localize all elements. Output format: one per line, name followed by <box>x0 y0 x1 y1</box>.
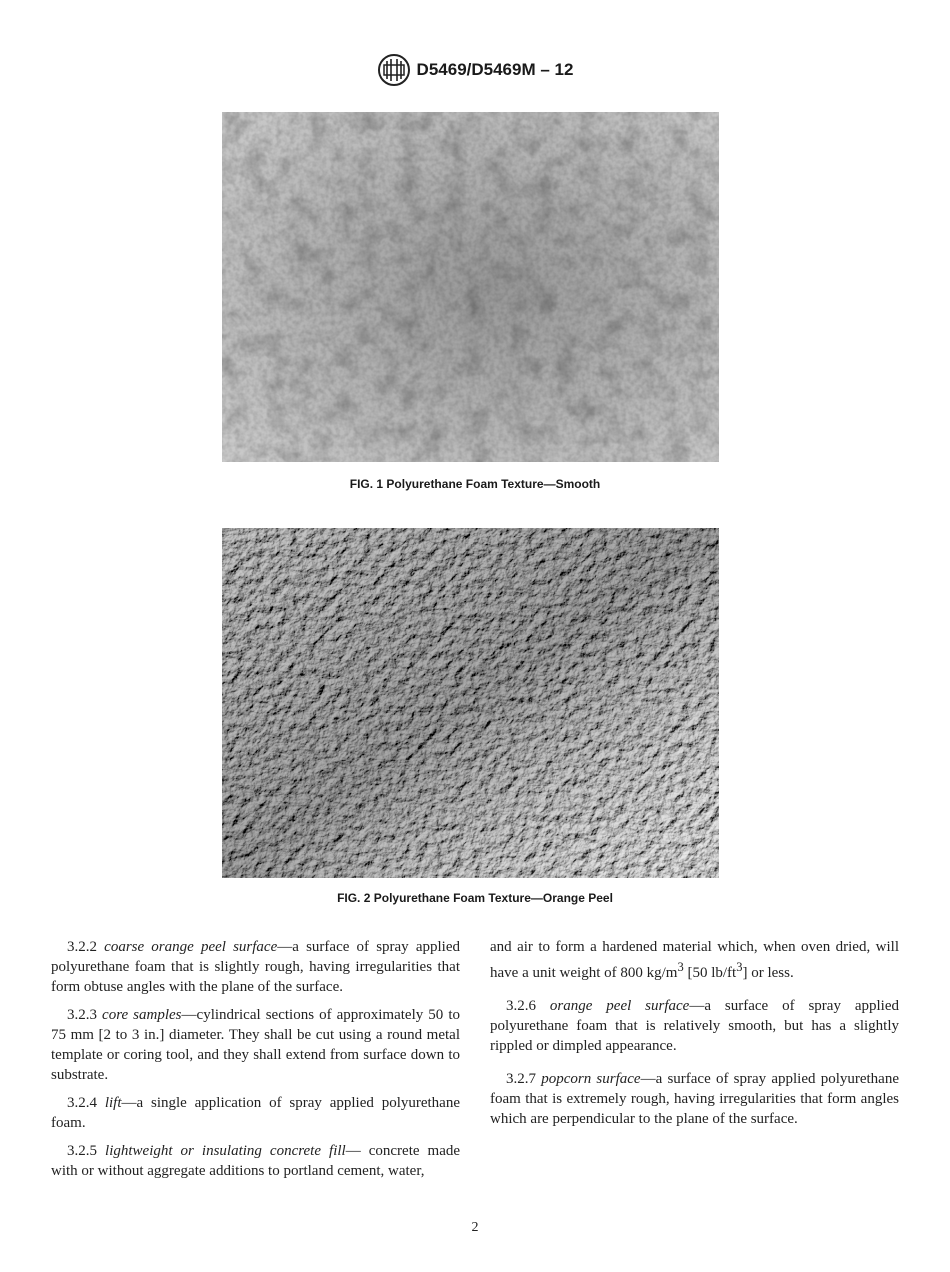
definition-3-2-6: 3.2.6 orange peel surface—a surface of spray applied polyurethane foam that is relatively smooth, but has a slightly rippled or dimpled appearance. <box>490 998 899 1054</box>
definition-3-2-5-continued: and air to form a hardened material which, when oven dried, will have a unit weight of 800 $kg/m^3$ [50 $lb/ft^3$] or less. <box>490 939 899 981</box>
figure-1-smooth-foam-photo <box>222 112 719 462</box>
term: popcorn surface <box>541 1071 641 1087</box>
figure-2-caption: FIG. 2 Polyurethane Foam Texture—Orange Peel <box>337 891 613 905</box>
page-number: 2 <box>471 1220 479 1235</box>
left-text-column <box>51 937 460 1189</box>
astm-logo-icon <box>377 53 411 87</box>
definition-3-2-4: 3.2.4 lift—a single application of spray applied polyurethane foam. <box>51 1095 460 1131</box>
definition-3-2-2: 3.2.2 coarse orange peel surface—a surface of spray applied polyurethane foam that is slightly rough, having irregularities that form obtuse angles with the plane of the surface. <box>51 939 460 995</box>
term: lift <box>104 1095 122 1111</box>
figure-2-orange-peel-foam-photo <box>222 528 719 878</box>
term: core samples <box>102 1007 182 1023</box>
right-text-column <box>490 937 899 1137</box>
definition-3-2-3: 3.2.3 core samples—cylindrical sections of approximately 50 to 75 mm [2 to 3 in.] diameter. They shall be cut using a round metal template or coring tool, and they shall extend from surface down to substrate. <box>51 1007 461 1083</box>
definition-3-2-5: 3.2.5 lightweight or insulating concrete fill— concrete made with or without aggregate additions to portland cement, water, <box>51 1143 461 1179</box>
definition-3-2-7: 3.2.7 popcorn surface—a surface of spray applied polyurethane foam that is extremely rough, having irregularities that form angles which are perpendicular to the plane of the surface. <box>490 1071 900 1127</box>
term: lightweight or insulating concrete fill <box>105 1143 346 1159</box>
term: coarse orange peel surface <box>104 939 278 955</box>
document-id: D5469/D5469M – 12 <box>416 60 574 79</box>
figure-1-caption: FIG. 1 Polyurethane Foam Texture—Smooth <box>349 477 601 491</box>
page-header <box>0 52 950 88</box>
term: orange peel surface <box>549 998 690 1014</box>
